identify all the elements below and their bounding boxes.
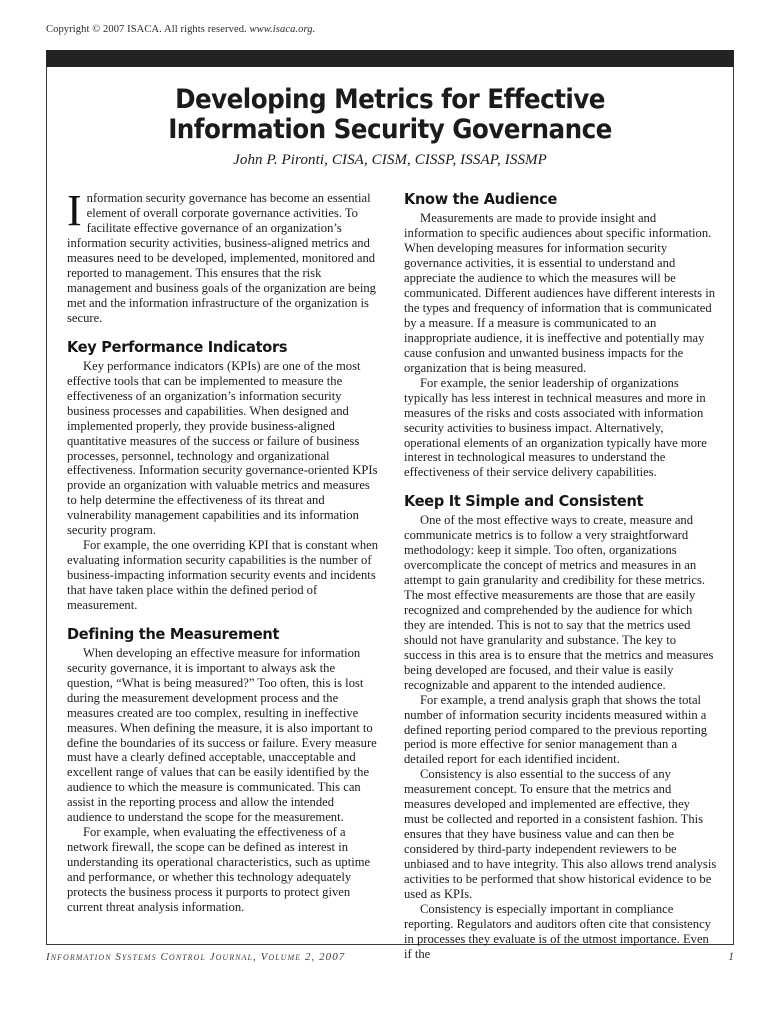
article-author: John P. Pironti, CISA, CISM, CISSP, ISSAP, ISSMP — [233, 152, 547, 169]
paragraph-simple-2: For example, a trend analysis graph that shows the total number of information security incidents measured within a defined reporting period compared to the previous reporting period is more effective for senior management than a detailed report for each identified incident. — [404, 692, 708, 767]
section-heading-key-performance-indicators: Key Performance Indicators — [67, 337, 288, 356]
section-heading-keep-it-simple-and-consistent: Keep It Simple and Consistent — [404, 492, 644, 511]
lead-paragraph: Information security governance has become an essential element of overall corporate governance activities. To facilitate effective governance of an organization’s information security activities, business-aligned metrics and measures need to be developed, implemented, monitored and reported to management. This ensures that the risk management and business goals of the organization are being met and the information infrastructure of the organization is secure. — [67, 186, 376, 326]
copyright-notice — [46, 24, 315, 35]
page-title — [71, 85, 709, 145]
footer-journal-line: Information Systems Control Journal, Volume 2, 2007 — [46, 951, 346, 963]
section-heading-defining-the-measurement: Defining the Measurement — [67, 625, 280, 643]
title-line-1: Developing Metrics for Effective — [175, 84, 605, 115]
paragraph-kpi-1: Key performance indicators (KPIs) are one of the most effective tools that can be implemented to measure the effectiveness of an organization’s information security business processes and capabilities. When designed and implemented properly, they provide business-aligned quantitative measures of the success or failure of business processes, personnel, technology and organizational effectiveness. Information security governance-oriented KPIs provide an organization with valuable metrics and measures to help determine the effectiveness of its threat and vulnerability management capabilities and its information security program. — [67, 358, 378, 538]
paragraph-simple-1: One of the most effective ways to create, measure and communicate metrics is to follow a very straightforward methodology: keep it simple. Too often, organizations overcomplicate the concept of metrics and measures in an attempt to gain granularity and credibility for these metrics. The most effective measurements are those that are easily recognized and comprehended by the audience for which they are intended. This is not to say that the metrics used should not have granularity and substance. The key to success in this area is to ensure that the metrics and measures being developed are focused, and their value is easily recognizable and apparent to the intended audience. — [404, 513, 714, 692]
paragraph-simple-3: Consistency is also essential to the success of any measurement concept. To ensure that the metrics and measures developed and implemented are effective, they must be collected and reported in a consistent fashion. This ensures that they have business value and can then be considered by third-party independent reviewers to be unbiased and to have integrity. This also allows trend analysis activities to be performed that show historical evidence to be used as KPIs. — [404, 767, 717, 902]
page-footer — [46, 951, 734, 971]
article-columns — [47, 186, 733, 961]
right-column — [404, 191, 717, 961]
paragraph-simple-4: Consistency is especially important in compliance reporting. Regulators and auditors often cite that consistency in processes they evaluate is of the utmost importance. Even if the — [404, 901, 711, 961]
copyright-website: www.isaca.org. — [249, 24, 316, 35]
title-line-2: Information Security Governance — [168, 114, 612, 146]
paragraph-defining-1: When developing an effective measure for information security governance, it is important to always ask the question, “What is being measured?” Too often, this is lost during the measurement development process and the measures created are too complex, resulting in ineffective measures. When defining the measure, it is also important to define the boundaries of its success or failure. Every measure must have a clearly defined acceptable, unacceptable and excellent range of values that can be easily identified by the audience to which the measure is communicated. This can assist in the reporting process and allow the intended audience to understand the scope for the measurement. — [67, 645, 377, 825]
title-block — [47, 67, 733, 169]
footer-page-number: 1 — [728, 951, 734, 963]
paragraph-defining-2: For example, when evaluating the effectiveness of a network firewall, the scope can be defined as interest in understanding its operational characteristics, such as uptime and performance, or whether this technology adequately protects the business process it purports to protect given current threat analysis information. — [67, 825, 371, 915]
paragraph-audience-1: Measurements are made to provide insight and information to specific audiences about specific information. When developing measures for information security governance activities, it is essential to understand and appreciate the audience to which the measures will be communicated. Different audiences have different interests in the types and frequency of information that is communicated by a measure. If a measure is communicated to an inappropriate audience, it is ineffective and potentially may cause confusion and unwanted business impacts for the organization that is being measured. — [404, 211, 716, 375]
copyright-text: Copyright © 2007 ISACA. All rights reserved. — [46, 24, 250, 35]
left-column — [67, 186, 380, 915]
paragraph-kpi-2: For example, the one overriding KPI that is constant when evaluating information security capabilities is the number of business-impacting information security events and incidents that have taken place within the defined period of measurement. — [67, 538, 379, 613]
section-heading-know-the-audience: Know the Audience — [404, 190, 558, 209]
header-rule-bar — [46, 50, 734, 67]
paragraph-audience-2: For example, the senior leadership of organizations typically has less interest in technical measures and more in measures of the risks and costs associated with information security activities to business impact. Alternatively, operational elements of an organization typically have more interest in technological measures to understand the effectiveness of their service delivery capabilities. — [404, 375, 707, 480]
